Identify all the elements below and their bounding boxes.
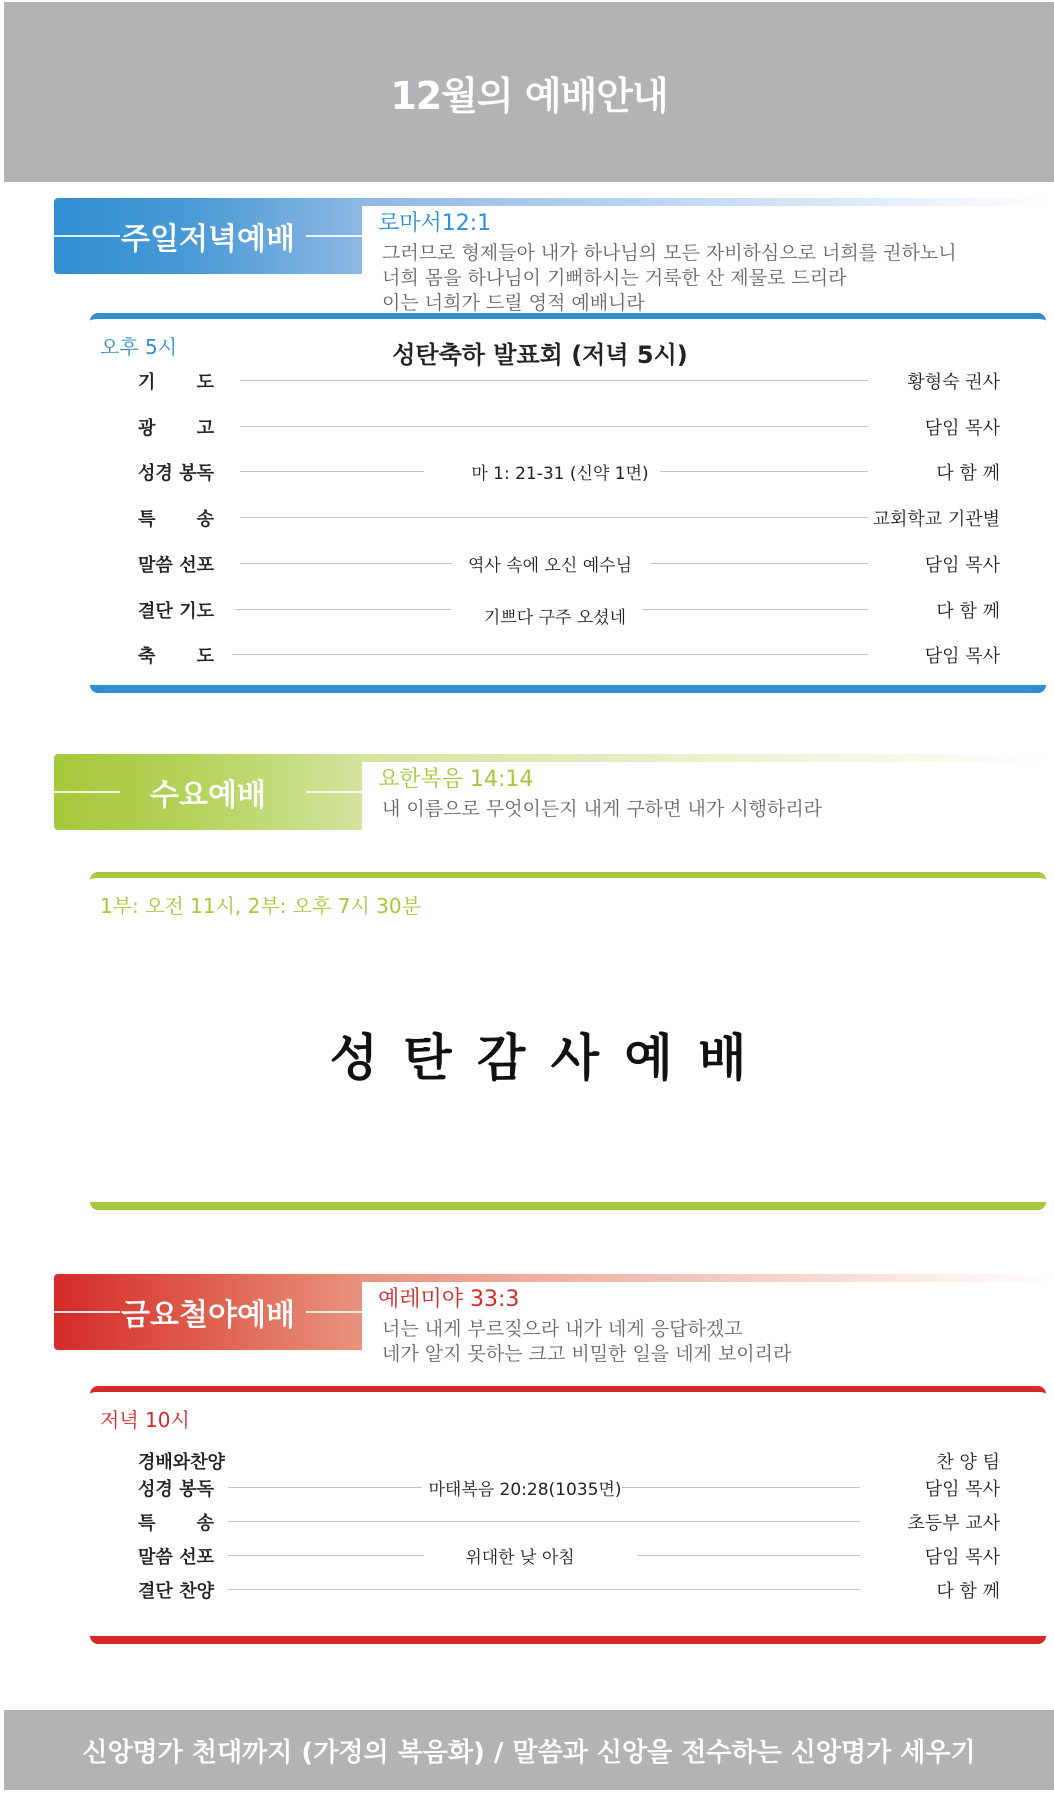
wednesday-box xyxy=(90,872,1046,1210)
order-row xyxy=(90,1448,1046,1478)
order-detail: 역사 속에 오신 예수님 xyxy=(467,556,632,576)
tab-fade xyxy=(362,754,1054,762)
leader-line xyxy=(642,609,868,610)
tab-line-right xyxy=(306,1311,362,1313)
order-row xyxy=(90,597,1046,627)
wednesday-tab xyxy=(54,754,362,830)
order-label: 축 도 xyxy=(138,646,214,667)
order-row xyxy=(90,1577,1046,1607)
order-leader: 교회학교 기관별 xyxy=(872,509,1000,530)
verse-reference: 로마서12:1 xyxy=(378,211,492,236)
verse-line: 그러므로 형제들아 내가 하나님의 모든 자비하심으로 너희를 권하노니 xyxy=(382,242,957,264)
order-row xyxy=(90,1509,1046,1539)
service-time: 1부: 오전 11시, 2부: 오후 7시 30분 xyxy=(100,894,421,918)
order-row xyxy=(90,505,1046,535)
leader-line xyxy=(228,1555,424,1556)
order-leader: 다 함 께 xyxy=(936,601,1000,622)
tab-line-left xyxy=(54,1311,120,1313)
order-label: 광 고 xyxy=(138,418,214,439)
order-label: 기 도 xyxy=(138,372,214,393)
order-row xyxy=(90,459,1046,489)
sunday-evening-tab xyxy=(54,198,362,274)
service-title: 성 탄 감 사 예 배 xyxy=(329,1029,747,1087)
tab-label: 주일저녁예배 xyxy=(121,222,295,257)
order-label: 결단 찬양 xyxy=(138,1581,214,1602)
order-label: 말씀 선포 xyxy=(138,1547,214,1568)
order-leader: 담임 목사 xyxy=(924,418,1000,439)
leader-line xyxy=(638,1555,860,1556)
order-detail: 마 1: 21-31 (신약 1면) xyxy=(471,464,649,484)
page-title: 12월의 예배안내 xyxy=(390,73,668,118)
order-detail: 마태복음 20:28(1035면) xyxy=(428,1480,622,1500)
order-leader: 다 함 께 xyxy=(936,463,1000,484)
verse-reference: 예레미야 33:3 xyxy=(378,1287,520,1312)
service-time: 저녁 10시 xyxy=(100,1408,190,1432)
tab-fade xyxy=(362,1274,1054,1282)
tab-fade xyxy=(362,198,1054,206)
leader-line xyxy=(240,426,868,427)
verse-line: 너희 몸을 하나님이 기뻐하시는 거룩한 산 제물로 드리라 xyxy=(382,267,847,289)
tab-line-left xyxy=(54,235,120,237)
verse-reference: 요한복음 14:14 xyxy=(378,767,534,792)
order-label: 말씀 선포 xyxy=(138,555,214,576)
order-detail: 기쁘다 구주 오셨네 xyxy=(483,608,627,628)
footer-slogan: 신앙명가 천대까지 (가정의 복음화) / 말씀과 신앙을 전수하는 신앙명가 세우기 xyxy=(82,1737,976,1768)
order-leader: 황형숙 권사 xyxy=(907,372,1000,393)
friday-tab xyxy=(54,1274,362,1350)
event-title: 성탄축하 발표회 (저녁 5시) xyxy=(392,341,688,369)
tab-line-right xyxy=(306,235,362,237)
order-label: 경배와찬양 xyxy=(138,1452,225,1473)
friday-order-box xyxy=(90,1386,1046,1644)
leader-line xyxy=(650,563,868,564)
tab-line-right xyxy=(306,791,362,793)
leader-line xyxy=(228,1589,860,1590)
leader-line xyxy=(232,654,868,655)
order-row xyxy=(90,642,1046,672)
order-leader: 담임 목사 xyxy=(924,1547,1000,1568)
leader-line xyxy=(240,517,868,518)
service-time: 오후 5시 xyxy=(100,335,178,359)
order-detail: 위대한 낮 아침 xyxy=(465,1548,575,1568)
order-leader: 다 함 께 xyxy=(936,1581,1000,1602)
leader-line xyxy=(240,471,424,472)
verse-line: 내 이름으로 무엇이든지 내게 구하면 내가 시행하리라 xyxy=(382,798,823,820)
page-footer xyxy=(4,1710,1054,1790)
leader-line xyxy=(622,1487,860,1488)
page-header xyxy=(4,2,1054,182)
order-row xyxy=(90,368,1046,398)
leader-line xyxy=(235,609,451,610)
order-row xyxy=(90,1543,1046,1573)
sunday-order-box xyxy=(90,313,1046,693)
order-row xyxy=(90,1475,1046,1505)
order-leader: 담임 목사 xyxy=(924,1479,1000,1500)
verse-line: 네가 알지 못하는 크고 비밀한 일을 네게 보이리라 xyxy=(382,1343,792,1365)
leader-line xyxy=(228,1521,860,1522)
order-leader: 초등부 교사 xyxy=(907,1513,1000,1534)
bottom-strip xyxy=(0,1790,1054,1802)
verse-line: 이는 너희가 드릴 영적 예배니라 xyxy=(382,292,645,314)
order-label: 특 송 xyxy=(138,1513,214,1534)
order-leader: 담임 목사 xyxy=(924,555,1000,576)
verse-line: 너는 내게 부르짖으라 내가 네게 응답하겠고 xyxy=(382,1318,743,1340)
tab-label: 수요예배 xyxy=(150,778,266,813)
order-row xyxy=(90,551,1046,581)
leader-line xyxy=(240,380,868,381)
tab-line-left xyxy=(54,791,120,793)
order-leader: 찬 양 팀 xyxy=(936,1452,1000,1473)
leader-line xyxy=(660,471,868,472)
order-label: 특 송 xyxy=(138,509,214,530)
order-row xyxy=(90,414,1046,444)
tab-label: 금요철야예배 xyxy=(121,1298,295,1333)
order-label: 성경 봉독 xyxy=(138,463,214,484)
order-label: 성경 봉독 xyxy=(138,1479,214,1500)
order-leader: 담임 목사 xyxy=(924,646,1000,667)
order-label: 결단 기도 xyxy=(138,601,214,622)
leader-line xyxy=(240,563,452,564)
leader-line xyxy=(228,1487,422,1488)
